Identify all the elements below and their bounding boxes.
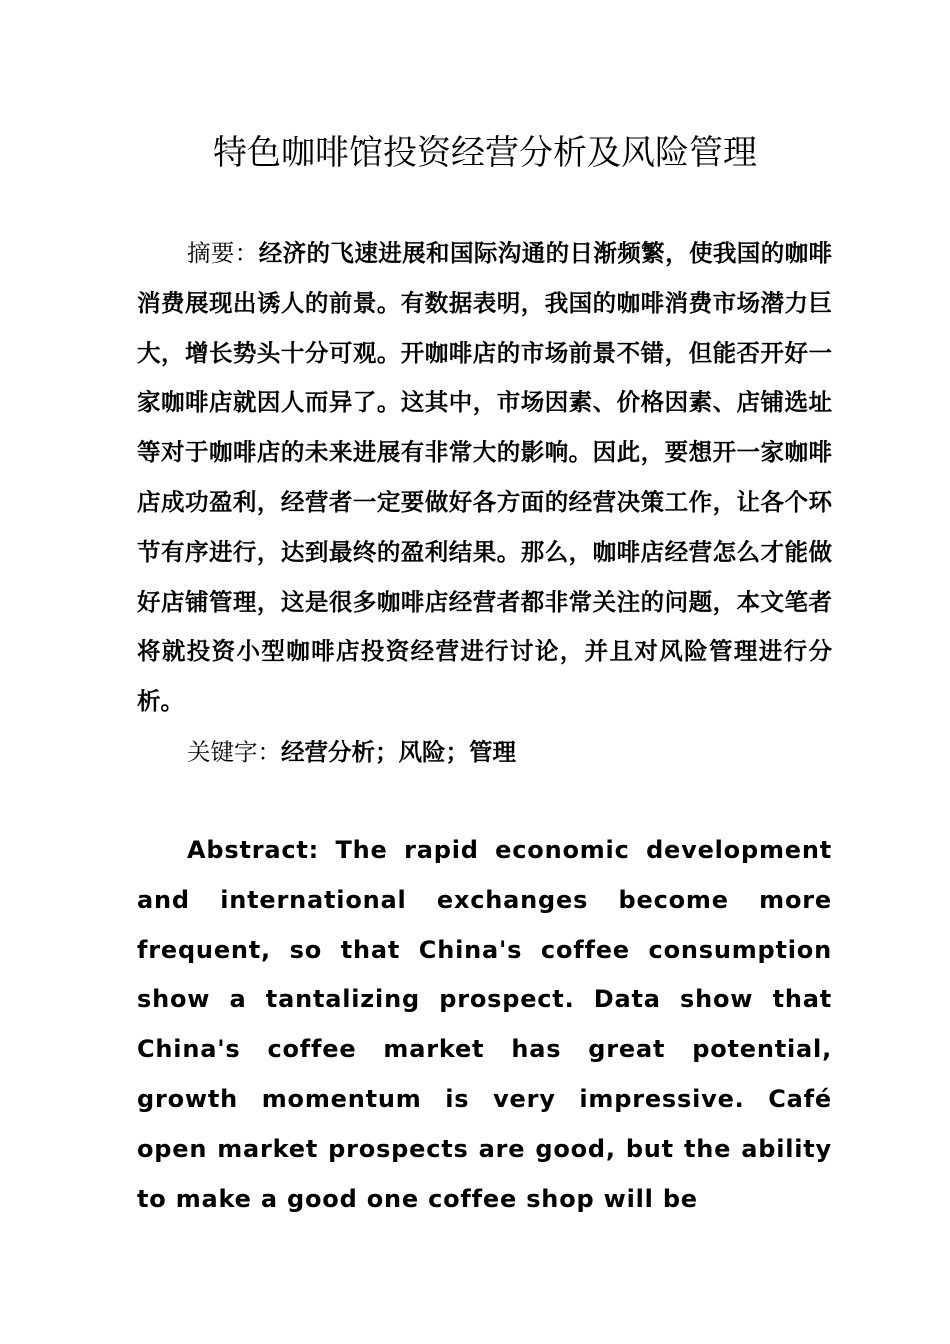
- english-abstract: Abstract: The rapid economic development and international exchanges become more frequent, so that China's coffee consumption show a tantalizing prospect. Data show that China's coffee market has great potential, growth momentum is very impressive. Café open market prospects are good, but the ability to make a good one coffee shop will be: [137, 836, 832, 1213]
- abstract-paragraph: [137, 229, 832, 727]
- keywords-paragraph: [187, 728, 832, 778]
- abstract-label: 摘要：: [187, 239, 259, 267]
- chinese-abstract: [137, 229, 832, 727]
- keywords-label: 关键字：: [187, 738, 281, 766]
- keywords-text: 经营分析；风险；管理: [281, 738, 516, 766]
- abstract-text: 经济的飞速进展和国际沟通的日渐频繁，使我国的咖啡消费展现出诱人的前景。有数据表明，我国的咖啡消费市场潜力巨大，增长势头十分可观。开咖啡店的市场前景不错，但能否开好一家咖啡店就因人而异了。这其中，市场因素、价格因素、店铺选址等对于咖啡店的未来进展有非常大的影响。因此，要想开一家咖啡店成功盈利，经营者一定要做好各方面的经营决策工作，让各个环节有序进行，达到最终的盈利结果。那么，咖啡店经营怎么才能做好店铺管理，这是很多咖啡店经营者都非常关注的问题，本文笔者将就投资小型咖啡店投资经营进行讨论，并且对风险管理进行分析。: [137, 239, 833, 716]
- document-title: 特色咖啡馆投资经营分析及风险管理: [213, 133, 757, 173]
